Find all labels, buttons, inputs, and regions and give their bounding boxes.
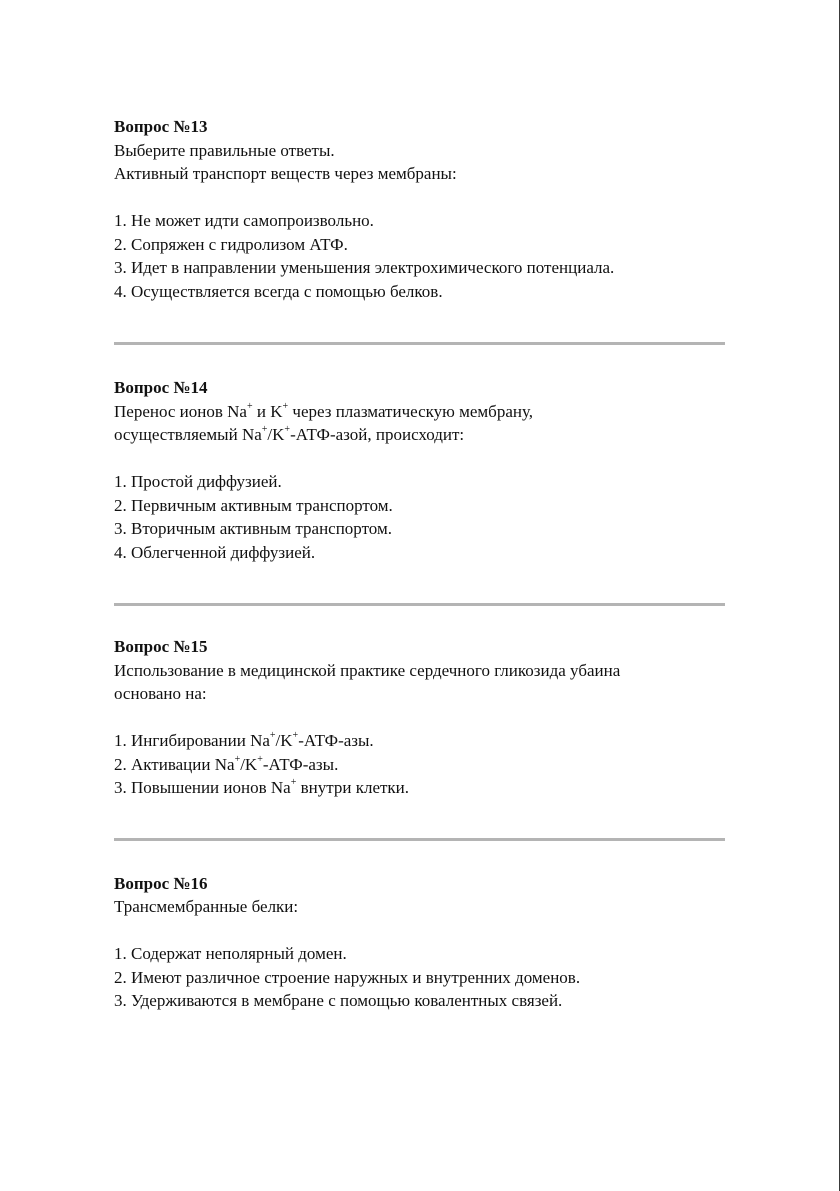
question-divider bbox=[114, 603, 725, 606]
question-prompt-line: основано на: bbox=[114, 684, 207, 703]
answer-option: 4. Осуществляется всегда с помощью белков. bbox=[114, 281, 443, 301]
question-title: Вопрос №16 bbox=[114, 873, 208, 893]
question-13 bbox=[114, 115, 754, 303]
answer-option: 4. Облегченной диффузией. bbox=[114, 542, 316, 562]
question-title: Вопрос №13 bbox=[114, 117, 208, 136]
answer-option: 2. Сопряжен с гидролизом АТФ. bbox=[114, 234, 348, 254]
question-title: Вопрос №14 bbox=[114, 378, 208, 397]
question-divider bbox=[114, 342, 725, 345]
question-prompt-line: Активный транспорт веществ через мембраны: bbox=[114, 164, 457, 183]
answer-option: 1. Простой диффузией. bbox=[114, 472, 282, 491]
answer-option: 3. Повышении ионов Na+ внутри клетки. bbox=[114, 777, 410, 797]
question-title: Вопрос №15 bbox=[114, 637, 208, 656]
question-14 bbox=[114, 376, 754, 564]
answer-option: 1. Содержат неполярный домен. bbox=[114, 944, 347, 963]
question-divider bbox=[114, 838, 725, 841]
question-prompt-line: Использование в медицинской практике сердечного гликозида убаина bbox=[114, 660, 621, 680]
document-page bbox=[114, 115, 754, 1013]
question-prompt-line: Выберите правильные ответы. bbox=[114, 140, 335, 160]
answer-option: 3. Идет в направлении уменьшения электрохимического потенциала. bbox=[114, 258, 615, 277]
answer-option: 1. Ингибировании Na+/K+-АТФ-азы. bbox=[114, 730, 374, 750]
answer-option: 2. Активации Na+/K+-АТФ-азы. bbox=[114, 753, 339, 774]
answer-option: 2. Первичным активным транспортом. bbox=[114, 495, 393, 515]
answer-option: 1. Не может идти самопроизвольно. bbox=[114, 211, 374, 230]
question-prompt-line: Перенос ионов Na+ и K+ через плазматическую мембрану, bbox=[114, 400, 534, 421]
question-15 bbox=[114, 635, 754, 800]
question-16 bbox=[114, 872, 754, 1013]
answer-option: 2. Имеют различное строение наружных и внутренних доменов. bbox=[114, 967, 581, 987]
question-prompt-line: Трансмембранные белки: bbox=[114, 897, 299, 916]
answer-option: 3. Удерживаются в мембране с помощью ковалентных связей. bbox=[114, 991, 563, 1010]
answer-option: 3. Вторичным активным транспортом. bbox=[114, 519, 392, 538]
question-prompt-line: осуществляемый Na+/K+-АТФ-азой, происходит: bbox=[114, 424, 465, 444]
